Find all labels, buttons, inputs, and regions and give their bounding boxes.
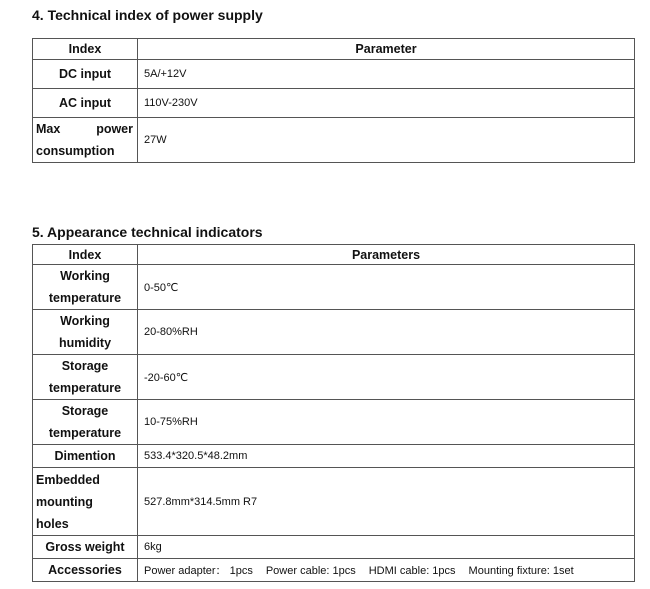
section5-title: 5. Appearance technical indicators <box>32 224 263 240</box>
row-index: Gross weight <box>33 536 138 559</box>
section4-title: 4. Technical index of power supply <box>32 7 263 23</box>
row-value: 10-75%RH <box>138 400 635 445</box>
table-row <box>33 310 635 355</box>
row-index: DC input <box>33 60 138 89</box>
row-index-line: temperature <box>48 381 122 395</box>
row-index <box>33 400 138 445</box>
row-index <box>33 310 138 355</box>
row-index <box>33 355 138 400</box>
row-index-line1 <box>36 118 137 140</box>
row-value: 20-80%RH <box>138 310 635 355</box>
row-index-word: power <box>96 122 133 136</box>
accessory-item: Power cable: 1pcs <box>265 565 356 577</box>
row-index <box>33 118 138 163</box>
row-index <box>33 265 138 310</box>
row-value: -20-60℃ <box>138 355 635 400</box>
accessory-item: HDMI cable: 1pcs <box>368 565 456 577</box>
table-row <box>33 559 635 582</box>
row-value: 110V-230V <box>138 89 635 118</box>
row-index-line: Working <box>60 314 110 328</box>
row-index-line: mounting <box>36 494 93 509</box>
row-index <box>33 468 138 536</box>
header-index: Index <box>33 245 138 265</box>
table-row <box>33 445 635 468</box>
header-index: Index <box>33 39 138 60</box>
accessory-item: Power adapter： 1pcs <box>144 565 253 577</box>
power-supply-table <box>32 38 635 163</box>
row-value: 27W <box>138 118 635 163</box>
table-row <box>33 60 635 89</box>
header-parameter: Parameter <box>138 39 635 60</box>
table-header-row <box>33 39 635 60</box>
header-parameter: Parameters <box>138 245 635 265</box>
table-row <box>33 468 635 536</box>
row-value: 527.8mm*314.5mm R7 <box>138 468 635 536</box>
row-index-line: Working <box>60 269 110 283</box>
table-header-row <box>33 245 635 265</box>
table-row <box>33 118 635 163</box>
table-row <box>33 400 635 445</box>
row-index: AC input <box>33 89 138 118</box>
table-row <box>33 536 635 559</box>
row-index-line2: consumption <box>36 144 115 158</box>
accessory-item: Mounting fixture: 1set <box>468 565 574 577</box>
row-index-line: Storage <box>61 359 109 373</box>
row-index-line: temperature <box>48 426 122 440</box>
row-index-line: Storage <box>61 404 109 418</box>
table-row <box>33 355 635 400</box>
accessories-list <box>138 559 635 582</box>
row-index-word: Max <box>36 122 61 136</box>
appearance-table <box>32 244 635 582</box>
row-value: 0-50℃ <box>138 265 635 310</box>
row-index-line: temperature <box>48 291 122 305</box>
row-index-line: humidity <box>58 336 112 350</box>
row-value: 533.4*320.5*48.2mm <box>138 445 635 468</box>
row-index: Accessories <box>33 559 138 582</box>
row-index-line: holes <box>36 516 69 531</box>
row-value: 6kg <box>138 536 635 559</box>
row-value: 5A/+12V <box>138 60 635 89</box>
table-row <box>33 89 635 118</box>
table-row <box>33 265 635 310</box>
row-index-line: Embedded <box>36 472 100 487</box>
row-index: Dimention <box>33 445 138 468</box>
